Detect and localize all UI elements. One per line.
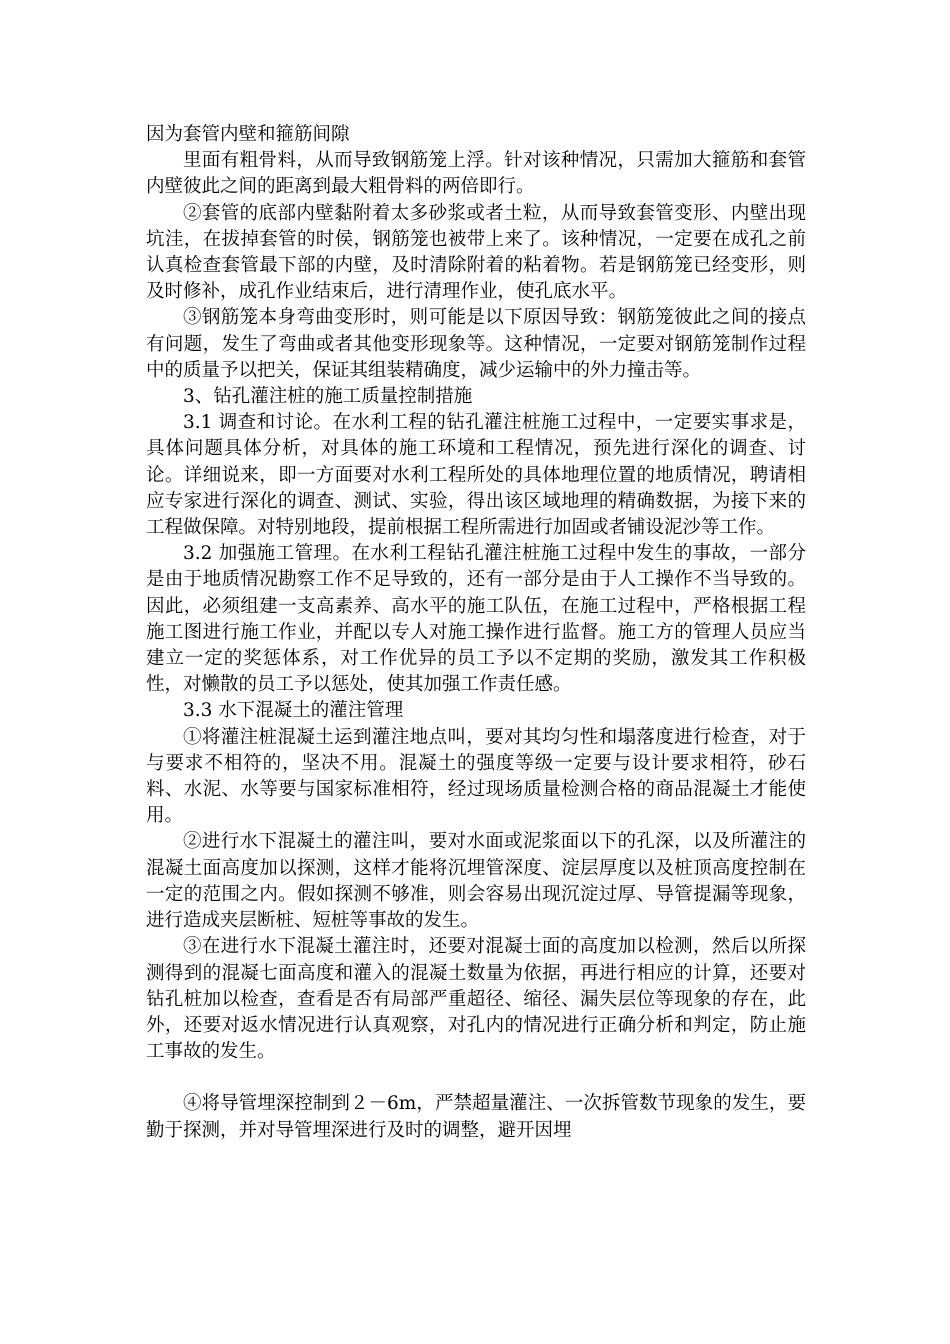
paragraph-3-1: 3.1 调查和讨论。在水利工程的钻孔灌注桩施工过程中，一定要实事求是，具体问题具体分析，对具体的施工环境和工程情况，预先进行深化的调查、讨论。详细说来，即一方面要对水利工程所处的具体地理位置的地质情况，聘请相应专家进行深化的调查、测试、实验，得出该区域地理的精确数据，为接下来的工程做保障。对特别地段，提前根据工程所需进行加固或者铺设泥沙等工作。 (146, 412, 806, 539)
paragraph-2: 里面有粗骨料，从而导致钢筋笼上浮。针对该种情况，只需加大箍筋和套管内壁彼此之间的距离到最大粗骨料的两倍即行。 (146, 150, 806, 198)
paragraph-3-3-1: ①将灌注桩混凝土运到灌注地点叫，要对其均匀性和塌落度进行检查，对于与要求不相符的，坚决不用。混凝土的强度等级一定要与设计要求相符，砂石料、水泥、水等要与国家标准相符，经过现场质量检测合格的商品混凝土才能使用。 (146, 726, 806, 827)
paragraph-3: ②套管的底部内壁黏附着太多砂浆或者土粒，从而导致套管变形、内壁出现坑洼，在拔掉套管的时侯，钢筋笼也被带上来了。该种情况，一定要在成孔之前认真检查套管最下部的内壁，及时清除附着的粘着物。若是钢筋笼已经变形，则及时修补，成孔作业结束后，进行清理作业，使孔底水平。 (146, 202, 806, 303)
paragraph-3-2: 3.2 加强施工管理。在水利工程钻孔灌注桩施工过程中发生的事故，一部分是由于地质情况勘察工作不足导致的，还有一部分是由于人工操作不当导致的。因此，必须组建一支高素养、高水平的施工队伍，在施工过程中，严格根据工程施工图进行施工作业，并配以专人对施工操作进行监督。施工方的管理人员应当建立一定的奖惩体系，对工作优异的员工予以不定期的奖励，激发其工作积极性，对懒散的员工予以惩处，使其加强工作责任感。 (146, 543, 806, 696)
subsection-heading-3-3: 3.3 水下混凝土的灌注管理 (183, 700, 404, 722)
paragraph-1: 因为套管内壁和箍筋间隙 (146, 124, 350, 145)
paragraph-3-3-3: ③在进行水下混凝土灌注时，还要对混凝士面的高度加以检测，然后以所探测得到的混凝七面高度和灌入的混凝土数量为依据，再进行相应的计算，还要对钻孔桩加以检查，查看是否有局部严重超径、缩径、漏失层位等现象的存在，此外，还要对返水情况进行认真观察，对孔内的情况进行正确分析和判定，防止施工事故的发生。 (146, 936, 806, 1063)
paragraph-3-3-4: ④将导管埋深控制到２－6m，严禁超量灌注、一次拆管数节现象的发生，要勤于探测，并对导管埋深进行及时的调整，避开因埋 (146, 1093, 806, 1141)
document-body (146, 122, 806, 1144)
paragraph-4: ③钢筋笼本身弯曲变形时，则可能是以下原因导致：钢筋笼彼此之间的接点有问题，发生了弯曲或者其他变形现象等。这种情况，一定要对钢筋笼制作过程中的质量予以把关，保证其组装精确度，减少运输中的外力撞击等。 (146, 307, 806, 381)
paragraph-3-3-2: ②进行水下混凝土的灌注叫，要对水面或泥浆面以下的孔深，以及所灌注的混凝土面高度加以探测，这样才能将沉埋管深度、淀层厚度以及桩顶高度控制在一定的范围之内。假如探测不够准，则会容易出现沉淀过厚、导管提漏等现象，进行造成夹层断桩、短桩等事故的发生。 (146, 831, 806, 932)
section-heading-3: 3、钻孔灌注桩的施工质量控制措施 (183, 386, 473, 408)
